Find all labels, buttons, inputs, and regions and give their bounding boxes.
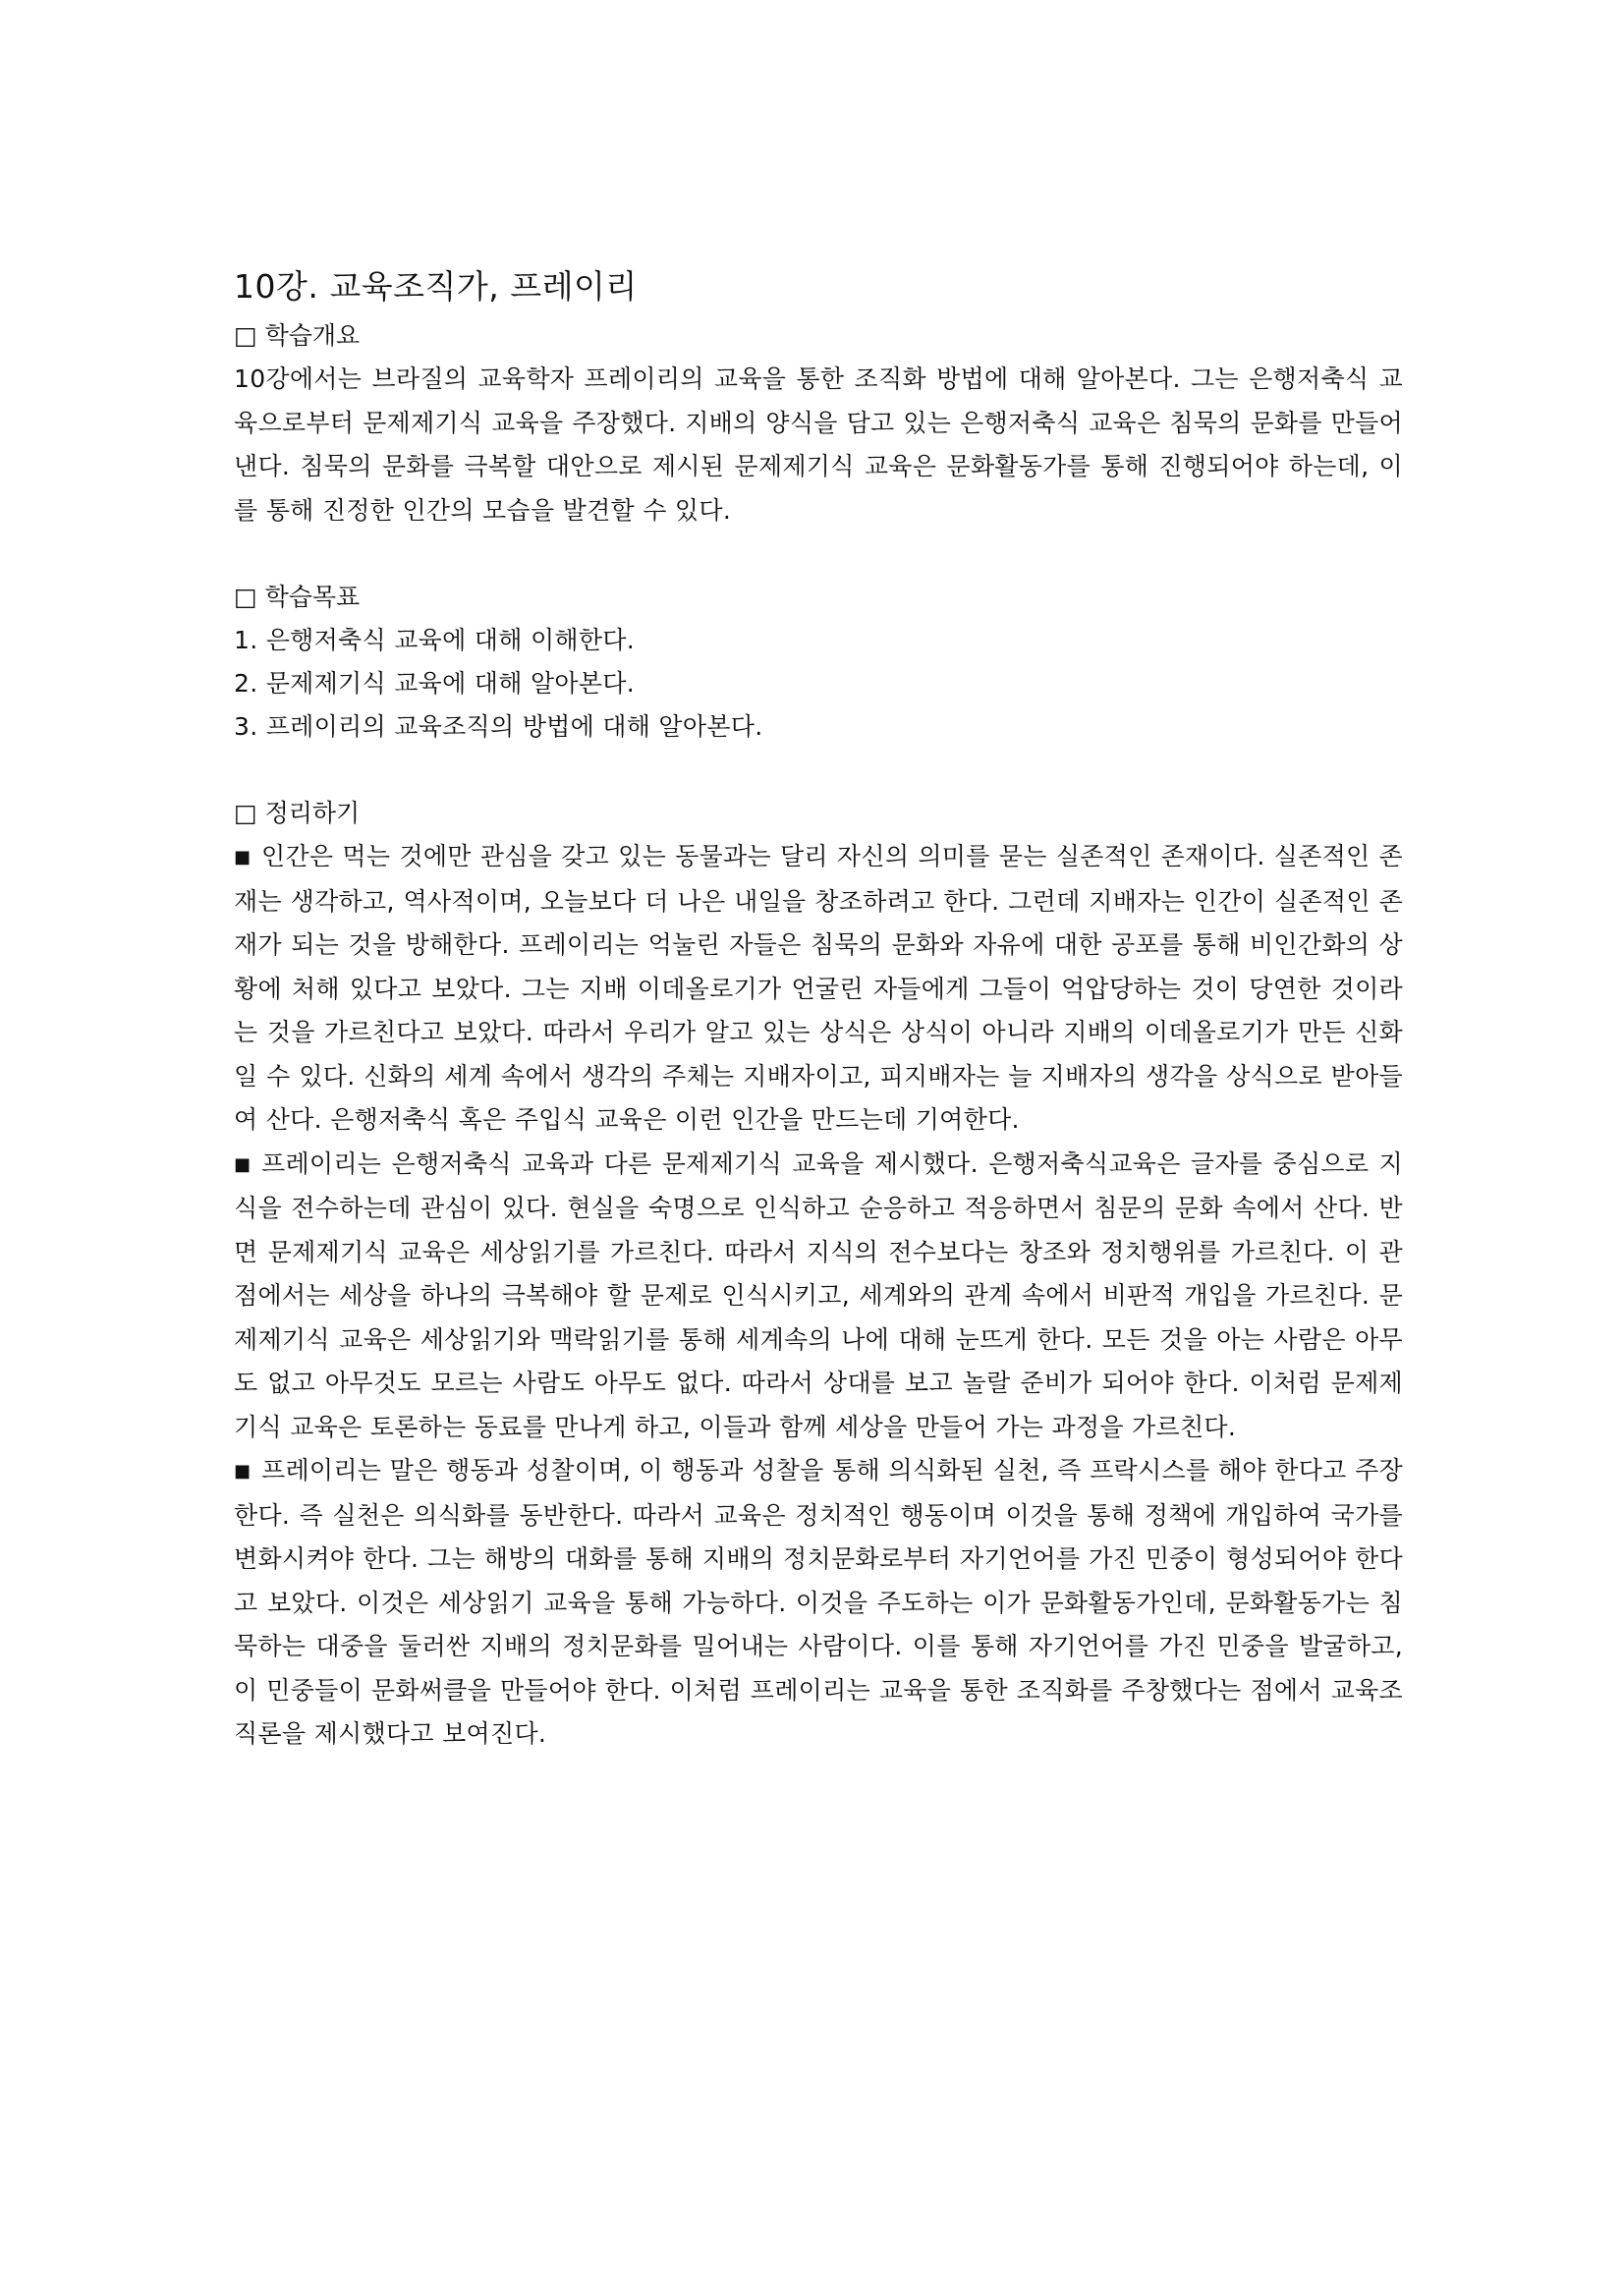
page-title: 10강. 교육조직가, 프레이리 [234, 267, 638, 306]
spacer [234, 532, 1403, 576]
objective-item-3: 3. 프레이리의 교육조직의 방법에 대해 알아본다. [234, 712, 763, 741]
summary-heading: □ 정리하기 [234, 799, 361, 827]
objectives-heading: □ 학습목표 [234, 583, 361, 611]
objective-item-2: 2. 문제제기식 교육에 대해 알아본다. [234, 669, 635, 698]
square-bullet-icon: ■ [234, 1461, 252, 1482]
summary-item-2 [234, 1143, 1403, 1450]
summary-item-1 [234, 835, 1403, 1143]
objective-item-1: 1. 은행저축식 교육에 대해 이해한다. [234, 626, 635, 654]
summary-item-3 [234, 1449, 1403, 1757]
overview-heading: □ 학습개요 [234, 321, 361, 350]
summary-item-text: 프레이리는 은행저축식 교육과 다른 문제제기식 교육을 제시했다. 은행저축식교육은 글자를 중심으로 지식을 전수하는데 관심이 있다. 현실을 숙명으로 인식하고 순응하고 적응하면서 침문의 문화 속에서 산다. 반면 문제제기식 교육은 세상읽기를 가르친다. 따라서 지식의 전수보다는 창조와 정치행위를 가르친다. 이 관점에서는 세상을 하나의 극복해야 할 문제로 인식시키고, 세계와의 관계 속에서 비판적 개입을 가르친다. 문제제기식 교육은 세상읽기와 맥락읽기를 통해 세계속의 나에 대해 눈뜨게 한다. 모든 것을 아는 사람은 아무도 없고 아무것도 모르는 사람도 아무도 없다. 따라서 상대를 보고 놀랄 준비가 되어야 한다. 이처럼 문제제기식 교육은 토론하는 동료를 만나게 하고, 이들과 함께 세상을 만들어 가는 과정을 가르친다. [234, 1148, 1403, 1441]
overview-text: 10강에서는 브라질의 교육학자 프레이리의 교육을 통한 조직화 방법에 대해 알아본다. 그는 은행저축식 교육으로부터 문제제기식 교육을 주장했다. 지배의 양식을 담고 있는 은행저축식 교육은 침묵의 문화를 만들어낸다. 침묵의 문화를 극복할 대안으로 제시된 문제제기식 교육은 문화활동가를 통해 진행되어야 하는데, 이를 통해 진정한 인간의 모습을 발견할 수 있다. [234, 364, 1403, 525]
summary-item-text: 인간은 먹는 것에만 관심을 갖고 있는 동물과는 달리 자신의 의미를 묻는 실존적인 존재이다. 실존적인 존재는 생각하고, 역사적이며, 오늘보다 더 나은 내일을 창조하려고 한다. 그런데 지배자는 인간이 실존적인 존재가 되는 것을 방해한다. 프레이리는 억눌린 자들은 침묵의 문화와 자유에 대한 공포를 통해 비인간화의 상황에 처해 있다고 보았다. 그는 지배 이데올로기가 언굴린 자들에게 그들이 억압당하는 것이 당연한 것이라는 것을 가르친다고 보았다. 따라서 우리가 알고 있는 상식은 상식이 아니라 지배의 이데올로기가 만든 신화일 수 있다. 신화의 세계 속에서 생각의 주체는 지배자이고, 피지배자는 늘 지배자의 생각을 상식으로 받아들여 산다. 은행저축식 혹은 주입식 교육은 이런 인간을 만드는데 기여한다. [234, 842, 1403, 1134]
square-bullet-icon: ■ [234, 847, 252, 868]
summary-item-text: 프레이리는 말은 행동과 성찰이며, 이 행동과 성찰을 통해 의식화된 실천, 즉 프락시스를 해야 한다고 주장한다. 즉 실천은 의식화를 동반한다. 따라서 교육은 정치적인 행동이며 이것을 통해 정책에 개입하여 국가를 변화시켜야 한다. 그는 해방의 대화를 통해 지배의 정치문화로부터 자기언어를 가진 민중이 형성되어야 한다고 보았다. 이것은 세상읽기 교육을 통해 가능하다. 이것을 주도하는 이가 문화활동가인데, 문화활동가는 침묵하는 대중을 둘러싼 지배의 정치문화를 밀어내는 사람이다. 이를 통해 자기언어를 가진 민중을 발굴하고, 이 민중들이 문화써클을 만들어야 한다. 이처럼 프레이리는 교육을 통한 조직화를 주창했다는 점에서 교육조직론을 제시했다고 보여진다. [234, 1456, 1403, 1748]
spacer [234, 749, 1403, 792]
square-bullet-icon: ■ [234, 1153, 252, 1175]
document-page [234, 263, 1403, 1757]
